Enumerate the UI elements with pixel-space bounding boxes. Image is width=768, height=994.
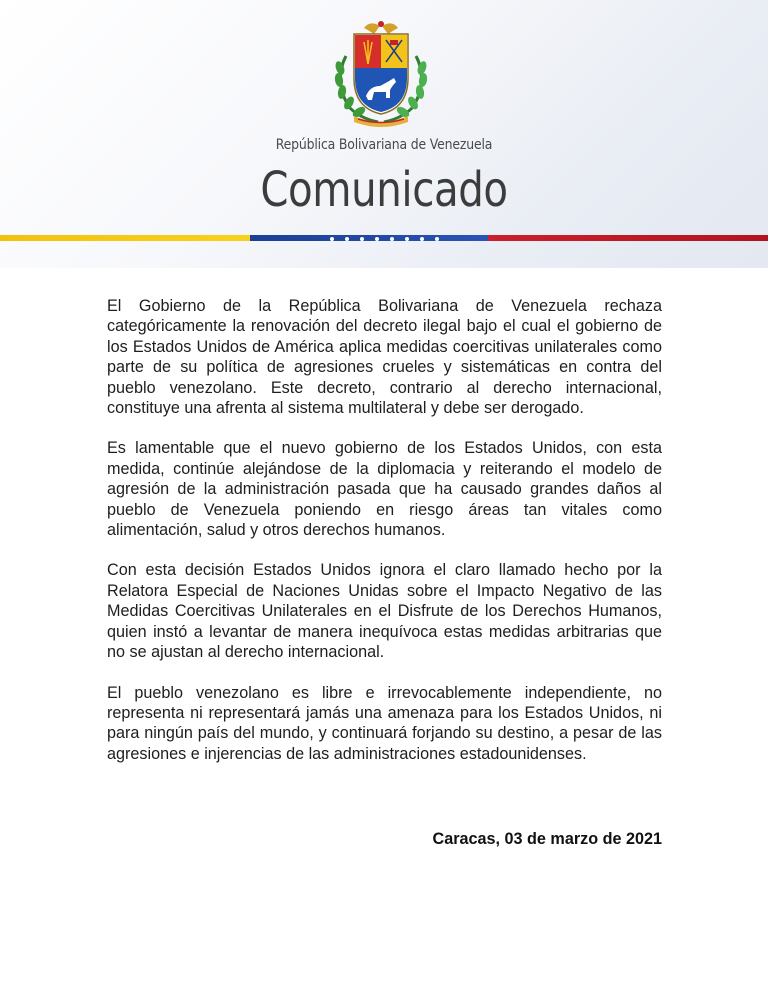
paragraph-2: Es lamentable que el nuevo gobierno de los Estados Unidos, con esta medida, continúe alejándose de la diplomacia y reiterando el modelo de agresión de la administración pasada que ha causado grandes daños al pueblo de Venezuela poniendo en riesgo áreas tan vitales como alimentación, salud y otros derechos humanos. [107, 439, 662, 540]
letterhead [0, 0, 768, 268]
paragraph-3: Con esta decisión Estados Unidos ignora el claro llamado hecho por la Relatora Especial de Naciones Unidas sobre el Impacto Negativo de las Medidas Coercitivas Unilaterales en el Disfrute de los Derechos Humanos, quien instó a levantar de manera inequívoca estas medidas arbitrarias que no se ajustan al derecho internacional. [107, 561, 662, 662]
star-icon [435, 237, 439, 241]
place-and-date: Caracas, 03 de marzo de 2021 [432, 830, 662, 848]
flag-stars [0, 236, 768, 242]
star-icon [390, 237, 394, 241]
country-name: República Bolivariana de Venezuela [275, 137, 493, 153]
star-icon [345, 237, 349, 241]
star-icon [375, 237, 379, 241]
venezuela-coat-of-arms-icon [324, 16, 438, 128]
star-icon [330, 237, 334, 241]
page-title: Comunicado [260, 162, 508, 218]
statement-body [107, 296, 662, 784]
star-icon [420, 237, 424, 241]
star-icon [405, 237, 409, 241]
star-icon [360, 237, 364, 241]
paragraph-1: El Gobierno de la República Bolivariana de Venezuela rechaza categóricamente la renovación del decreto ilegal bajo el cual el gobierno de los Estados Unidos de América aplica medidas coercitivas unilaterales como parte de su política de agresiones crueles y sistemáticas en contra del pueblo venezolano. Este decreto, contrario al derecho internacional, constituye una afrenta al sistema multilateral y debe ser derogado. [107, 297, 662, 418]
paragraph-4: El pueblo venezolano es libre e irrevocablemente independiente, no representa ni representará jamás una amenaza para los Estados Unidos, ni para ningún país del mundo, y continuará forjando su destino, a pesar de las agresiones e injerencias de las administraciones estadounidenses. [107, 683, 662, 763]
